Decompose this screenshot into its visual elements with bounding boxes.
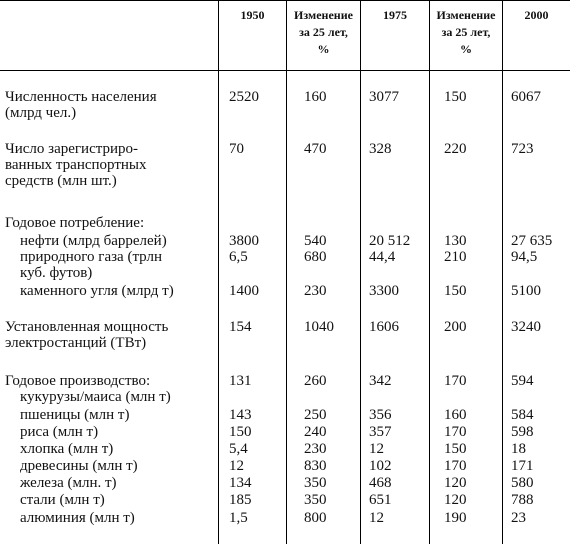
label-line: средств (млн шт.) xyxy=(5,173,117,189)
cell-cotton-1975: 12 xyxy=(369,441,384,457)
header-change-1 xyxy=(287,7,360,58)
column-divider xyxy=(286,0,287,544)
table-top-border xyxy=(0,0,570,1)
cell-coal-2000: 5100 xyxy=(511,283,541,299)
cell-cotton-change2: 150 xyxy=(444,441,467,457)
cell-aluminum-change2: 190 xyxy=(444,510,467,526)
cell-cotton-change1: 230 xyxy=(304,441,327,457)
cell-oil-1975: 20 512 xyxy=(369,233,411,249)
cell-rice-change1: 240 xyxy=(304,424,327,440)
cell-cotton-2000: 18 xyxy=(511,441,526,457)
cell-gas-1975: 44,4 xyxy=(369,249,396,265)
section-title-production: Годовое производство: xyxy=(5,373,151,389)
header-change-2-line: % xyxy=(460,42,472,56)
cell-steel-1950: 185 xyxy=(229,492,252,508)
cell-iron-1950: 134 xyxy=(229,475,252,491)
cell-coal-1950: 1400 xyxy=(229,283,259,299)
header-divider xyxy=(0,70,570,71)
row-label-oil: нефти (млрд баррелей) xyxy=(20,233,167,249)
cell-rice-2000: 598 xyxy=(511,424,534,440)
cell-steel-1975: 651 xyxy=(369,492,392,508)
row-label-vehicles xyxy=(5,141,210,189)
cell-aluminum-1950: 1,5 xyxy=(229,510,248,526)
header-1950: 1950 xyxy=(240,8,265,22)
label-line: природного газа (трлн xyxy=(20,249,163,265)
cell-power-change2: 200 xyxy=(444,319,467,335)
cell-aluminum-2000: 23 xyxy=(511,510,526,526)
cell-cotton-1950: 5,4 xyxy=(229,441,248,457)
row-label-power xyxy=(5,319,210,351)
cell-iron-1975: 468 xyxy=(369,475,392,491)
cell-aluminum-1975: 12 xyxy=(369,510,384,526)
row-label-cotton: хлопка (млн т) xyxy=(20,441,114,457)
cell-population-change2: 150 xyxy=(444,89,467,105)
cell-wheat-change1: 250 xyxy=(304,407,327,423)
cell-corn-1950: 131 xyxy=(229,373,252,389)
cell-vehicles-1950: 70 xyxy=(229,141,244,157)
cell-population-1950: 2520 xyxy=(229,89,259,105)
cell-gas-change2: 210 xyxy=(444,249,467,265)
cell-vehicles-change2: 220 xyxy=(444,141,467,157)
header-1975: 1975 xyxy=(383,8,407,22)
cell-steel-2000: 788 xyxy=(511,492,534,508)
cell-wood-2000: 171 xyxy=(511,458,534,474)
cell-wood-1975: 102 xyxy=(369,458,392,474)
column-divider xyxy=(429,0,430,544)
header-change-2 xyxy=(430,7,502,58)
cell-corn-1975: 342 xyxy=(369,373,392,389)
label-line: Установленная мощность xyxy=(5,319,169,335)
label-line: Число зарегистриро- xyxy=(5,141,139,157)
cell-gas-change1: 680 xyxy=(304,249,327,265)
header-change-1-line: Изменение xyxy=(294,8,353,22)
cell-vehicles-change1: 470 xyxy=(304,141,327,157)
cell-coal-1975: 3300 xyxy=(369,283,399,299)
header-change-2-line: за 25 лет, xyxy=(441,25,491,39)
cell-wood-change2: 170 xyxy=(444,458,467,474)
cell-power-1975: 1606 xyxy=(369,319,399,335)
label-line: электростанций (ТВт) xyxy=(5,335,147,351)
header-change-2-line: Изменение xyxy=(436,8,496,22)
column-divider xyxy=(360,0,361,544)
cell-oil-change1: 540 xyxy=(304,233,327,249)
row-label-population xyxy=(5,89,210,121)
header-change-1-line: за 25 лет, xyxy=(299,25,348,39)
cell-aluminum-change1: 800 xyxy=(304,510,327,526)
row-label-rice: риса (млн т) xyxy=(20,424,99,440)
cell-iron-change2: 120 xyxy=(444,475,467,491)
cell-wheat-1975: 356 xyxy=(369,407,392,423)
cell-coal-change1: 230 xyxy=(304,283,327,299)
label-line: Численность населения xyxy=(5,89,157,105)
cell-corn-change2: 170 xyxy=(444,373,467,389)
cell-steel-change1: 350 xyxy=(304,492,327,508)
row-label-aluminum: алюминия (млн т) xyxy=(20,510,135,526)
cell-rice-1950: 150 xyxy=(229,424,252,440)
header-2000: 2000 xyxy=(524,8,549,22)
cell-rice-1975: 357 xyxy=(369,424,392,440)
cell-power-1950: 154 xyxy=(229,319,252,335)
cell-corn-change1: 260 xyxy=(304,373,327,389)
cell-iron-change1: 350 xyxy=(304,475,327,491)
cell-steel-change2: 120 xyxy=(444,492,467,508)
row-label-iron: железа (млн. т) xyxy=(20,475,117,491)
cell-power-2000: 3240 xyxy=(511,319,541,335)
row-label-gas xyxy=(20,249,215,281)
cell-population-change1: 160 xyxy=(304,89,327,105)
cell-oil-1950: 3800 xyxy=(229,233,259,249)
cell-wheat-change2: 160 xyxy=(444,407,467,423)
cell-corn-2000: 594 xyxy=(511,373,534,389)
cell-vehicles-1975: 328 xyxy=(369,141,392,157)
cell-vehicles-2000: 723 xyxy=(511,141,534,157)
cell-wheat-1950: 143 xyxy=(229,407,252,423)
row-label-corn: кукурузы/маиса (млн т) xyxy=(20,389,171,405)
header-change-1-line: % xyxy=(317,42,330,56)
row-label-steel: стали (млн т) xyxy=(20,492,105,508)
cell-wheat-2000: 584 xyxy=(511,407,534,423)
cell-rice-change2: 170 xyxy=(444,424,467,440)
column-divider xyxy=(218,0,219,544)
row-label-wheat: пшеницы (млн т) xyxy=(20,407,130,423)
cell-gas-2000: 94,5 xyxy=(511,249,538,265)
label-line: (млрд чел.) xyxy=(5,105,77,121)
cell-oil-2000: 27 635 xyxy=(511,233,553,249)
cell-gas-1950: 6,5 xyxy=(229,249,248,265)
cell-iron-2000: 580 xyxy=(511,475,534,491)
cell-population-1975: 3077 xyxy=(369,89,399,105)
cell-power-change1: 1040 xyxy=(304,319,334,335)
cell-wood-1950: 12 xyxy=(229,458,244,474)
cell-wood-change1: 830 xyxy=(304,458,327,474)
cell-oil-change2: 130 xyxy=(444,233,467,249)
row-label-coal: каменного угля (млрд т) xyxy=(20,283,174,299)
row-label-wood: древесины (млн т) xyxy=(20,458,138,474)
section-title-consumption: Годовое потребление: xyxy=(5,215,145,231)
column-divider xyxy=(502,0,503,544)
cell-population-2000: 6067 xyxy=(511,89,541,105)
label-line: ванных транспортных xyxy=(5,157,147,173)
label-line: куб. футов) xyxy=(20,265,93,281)
cell-coal-change2: 150 xyxy=(444,283,467,299)
